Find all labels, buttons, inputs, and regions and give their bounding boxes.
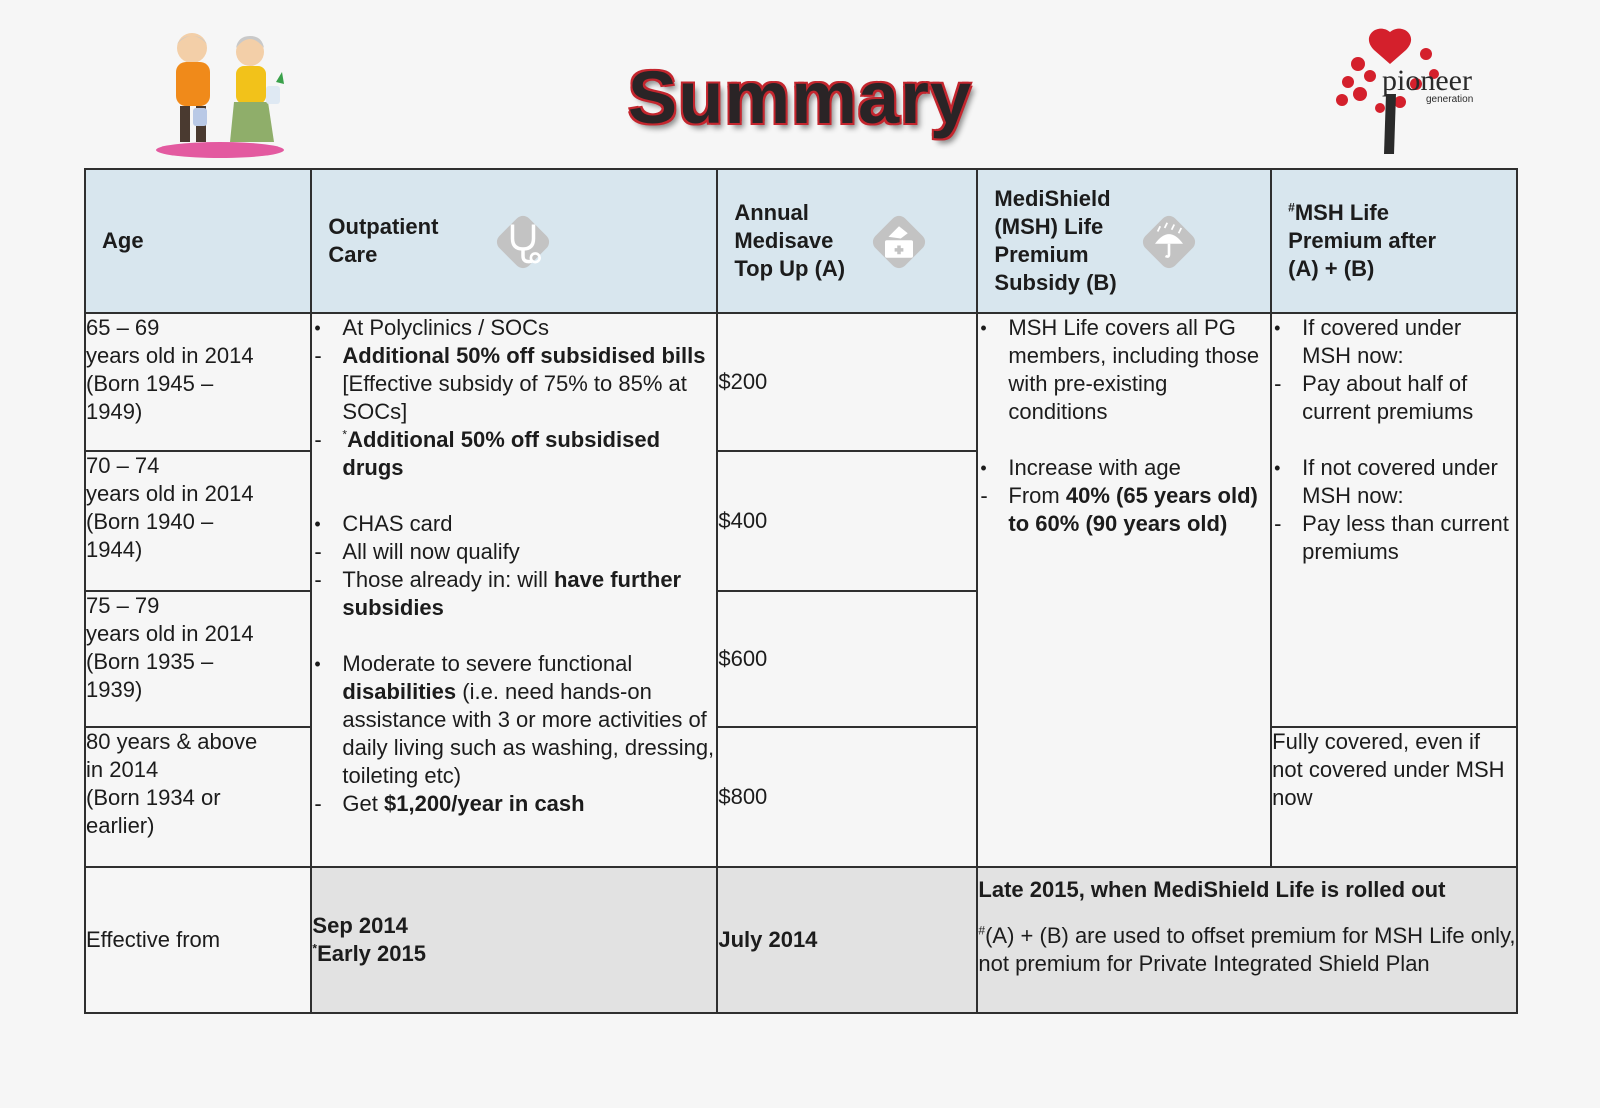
- effective-medisave: July 2014: [717, 867, 977, 1013]
- header-msh-after: [1271, 169, 1517, 313]
- effective-date-text: Early 2015: [317, 941, 426, 966]
- list-item: - Pay less than current premiums: [1272, 510, 1516, 566]
- header-outpatient: [311, 169, 717, 313]
- bold-text: Additional 50% off subsidised bills: [342, 343, 706, 368]
- age-line: (Born 1940 –: [86, 509, 214, 534]
- age-line: years old in 2014: [86, 481, 254, 506]
- msh-after-cell: [1271, 313, 1517, 727]
- bold-text: disabilities: [342, 679, 457, 704]
- age-range: 65 – 69: [86, 315, 160, 340]
- body-text: Those already in: will: [342, 567, 554, 592]
- effective-date: [312, 940, 716, 968]
- bold-text: 40% (65 years old) to 60% (90 years old): [1008, 483, 1258, 536]
- header-outpatient-label: Outpatient Care: [328, 214, 439, 267]
- list-item: • CHAS card: [312, 510, 716, 538]
- pioneer-generation-logo: [1330, 24, 1490, 160]
- list-item: • Increase with age: [978, 454, 1270, 482]
- age-line: (Born 1934 or: [86, 785, 221, 810]
- logo-brand-text: pioneer: [1382, 64, 1472, 97]
- body-text: [Effective subsidy of 75% to 85% at SOCs]: [342, 371, 687, 424]
- header-medisave-label: Annual Medisave Top Up (A): [734, 200, 846, 281]
- footnote-text: (A) + (B) are used to offset premium for MSH Life only, not premium for Private Integrated Shield Plan: [978, 923, 1516, 976]
- stethoscope-icon: [488, 207, 558, 277]
- effective-date: Sep 2014: [312, 913, 408, 938]
- header-msh-subsidy-label: MediShield (MSH) Life Premium Subsidy (B): [994, 186, 1117, 295]
- age-cell: [85, 727, 311, 867]
- list-item: • If not covered under MSH now:: [1272, 454, 1516, 510]
- list-item: • If covered under MSH now:: [1272, 314, 1516, 370]
- hash-mark: #: [978, 923, 986, 938]
- outpatient-care-cell: [311, 313, 717, 867]
- list-item: [312, 426, 716, 482]
- page-title: Summary: [627, 56, 973, 139]
- effective-outpatient: [311, 867, 717, 1013]
- header-age-label: Age: [102, 228, 144, 253]
- summary-table: [84, 168, 1518, 1014]
- header-row: [85, 169, 1517, 313]
- body-text: Moderate to severe functional: [342, 651, 633, 676]
- age-line: 1949): [86, 399, 143, 424]
- umbrella-rain-icon: [1134, 207, 1204, 277]
- table-row: [85, 313, 1517, 451]
- body-text: From: [1008, 483, 1066, 508]
- age-cell: [85, 591, 311, 727]
- age-cell: [85, 313, 311, 451]
- logo-tagline-text: generation: [1426, 94, 1474, 105]
- effective-msh-date: Late 2015, when MediShield Life is rolled out: [978, 877, 1446, 902]
- age-line: years old in 2014: [86, 343, 254, 368]
- topup-cell: $600: [717, 591, 977, 727]
- medical-kit-icon: [864, 207, 934, 277]
- list-item: - All will now qualify: [312, 538, 716, 566]
- list-item: [312, 650, 716, 790]
- age-line: (Born 1935 –: [86, 649, 214, 674]
- body-text: (i.e. need hands-on assistance with 3 or more activities of daily living such as washing, dressing, toileting etc): [342, 679, 715, 788]
- msh-subsidy-cell: [977, 313, 1271, 867]
- asterisk-mark: *: [312, 941, 318, 956]
- hash-mark: #: [1288, 200, 1295, 215]
- effective-label: Effective from: [85, 867, 311, 1013]
- list-item: [978, 482, 1270, 538]
- age-cell: [85, 451, 311, 591]
- effective-msh: [977, 867, 1517, 1013]
- body-text: Get: [342, 791, 384, 816]
- table-row: [85, 727, 1517, 867]
- age-range: 70 – 74: [86, 453, 160, 478]
- list-item: [312, 790, 716, 818]
- age-line: 1944): [86, 537, 143, 562]
- asterisk-mark: *: [342, 427, 348, 442]
- topup-cell: $800: [717, 727, 977, 867]
- msh-after-over80-cell: Fully covered, even if not covered under MSH now: [1271, 727, 1517, 867]
- age-line: in 2014: [86, 757, 159, 782]
- header-msh-after-label: [1288, 199, 1468, 283]
- list-item: [312, 342, 716, 426]
- bold-text: $1,200/year in cash: [384, 791, 585, 816]
- header-msh-after-text: MSH Life Premium after (A) + (B): [1288, 200, 1437, 281]
- header-medisave: [717, 169, 977, 313]
- bold-text: Additional 50% off subsidised drugs: [342, 427, 661, 480]
- header-age: [85, 169, 311, 313]
- age-line: earlier): [86, 813, 155, 838]
- list-item: [312, 566, 716, 622]
- footnote: [978, 922, 1516, 978]
- topup-cell: $400: [717, 451, 977, 591]
- age-line: (Born 1945 –: [86, 371, 214, 396]
- list-item: - Pay about half of current premiums: [1272, 370, 1516, 426]
- effective-row: [85, 867, 1517, 1013]
- age-line: 1939): [86, 677, 143, 702]
- header-msh-subsidy: [977, 169, 1271, 313]
- age-line: years old in 2014: [86, 621, 254, 646]
- age-range: 75 – 79: [86, 593, 160, 618]
- age-range: 80 years & above: [86, 729, 258, 754]
- list-item: • At Polyclinics / SOCs: [312, 314, 716, 342]
- list-item: • MSH Life covers all PG members, including those with pre-existing conditions: [978, 314, 1270, 426]
- bold-text: have further subsidies: [342, 567, 682, 620]
- elderly-couple-illustration: [150, 28, 300, 163]
- topup-cell: $200: [717, 313, 977, 451]
